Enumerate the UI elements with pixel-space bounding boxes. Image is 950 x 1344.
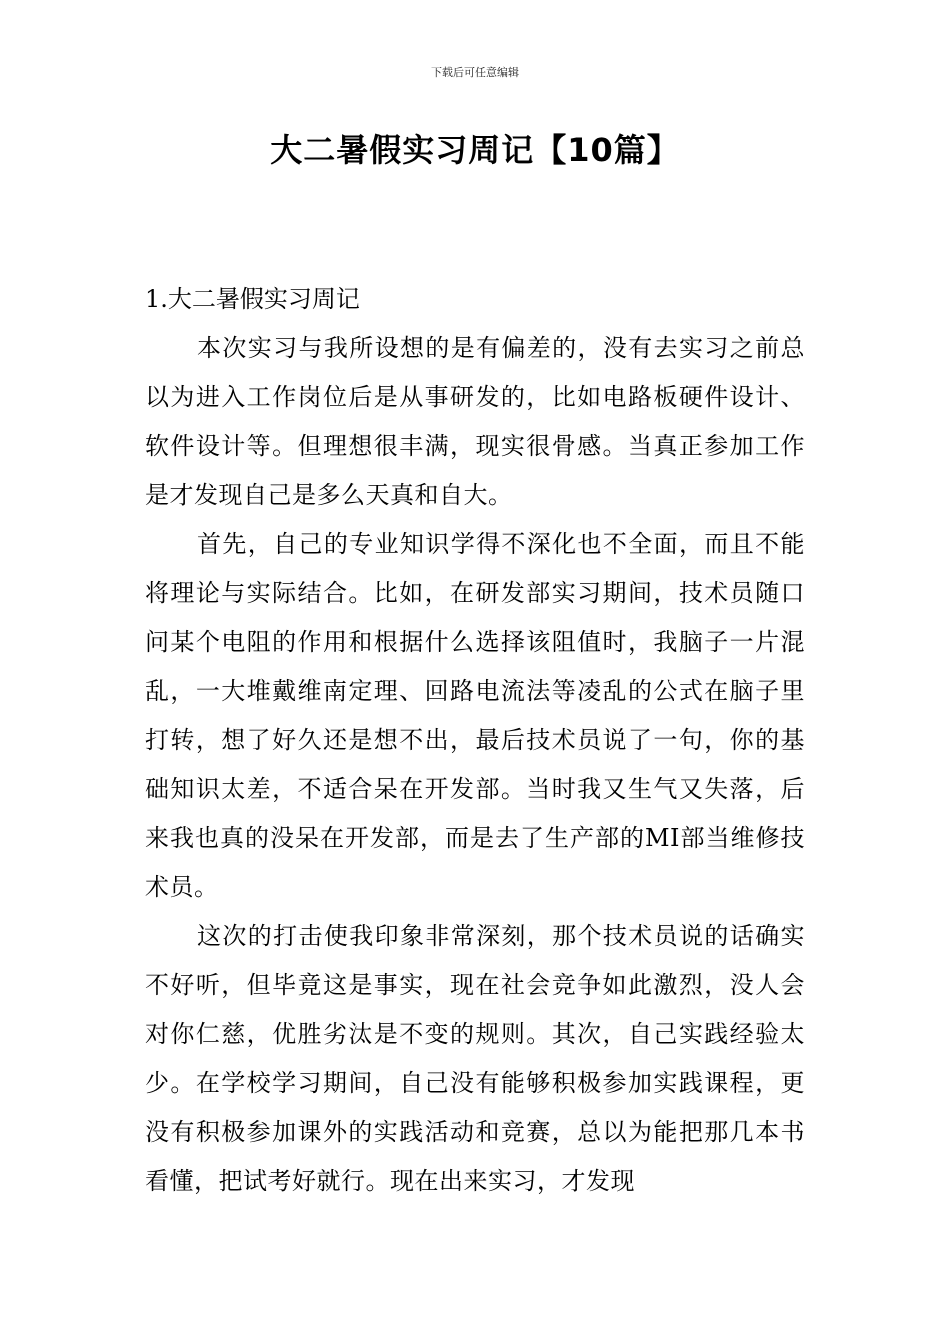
paragraph-3: 这次的打击使我印象非常深刻，那个技术员说的话确实不好听，但毕竟这是事实，现在社会竞争如此激烈，没人会对你仁慈，优胜劣汰是不变的规则。其次，自己实践经验太少。在学校学习期间，自己没有能够积极参加实践课程，更没有积极参加课外的实践活动和竞赛，总以为能把那几本书看懂，把试考好就行。现在出来实习，才发现 — [145, 922, 805, 1195]
paragraph-2: 首先，自己的专业知识学得不深化也不全面，而且不能将理论与实际结合。比如，在研发部实习期间，技术员随口问某个电阻的作用和根据什么选择该阻值时，我脑子一片混乱，一大堆戴维南定理、回路电流法等凌乱的公式在脑子里打转，想了好久还是想不出，最后技术员说了一句，你的基础知识太差，不适合呆在开发部。当时我又生气又失落，后来我也真的没呆在开发部，而是去了生产部的MI部当维修技术员。 — [145, 530, 805, 901]
section-heading: 1.大二暑假实习周记 — [145, 285, 360, 313]
document-title: 大二暑假实习周记【10篇】 — [270, 131, 680, 169]
header-note: 下载后可任意编辑 — [431, 66, 519, 79]
paragraph-1: 本次实习与我所设想的是有偏差的，没有去实习之前总以为进入工作岗位后是从事研发的，比如电路板硬件设计、软件设计等。但理想很丰满，现实很骨感。当真正参加工作是才发现自己是多么天真和自大。 — [145, 334, 805, 509]
document-body — [145, 275, 805, 1206]
